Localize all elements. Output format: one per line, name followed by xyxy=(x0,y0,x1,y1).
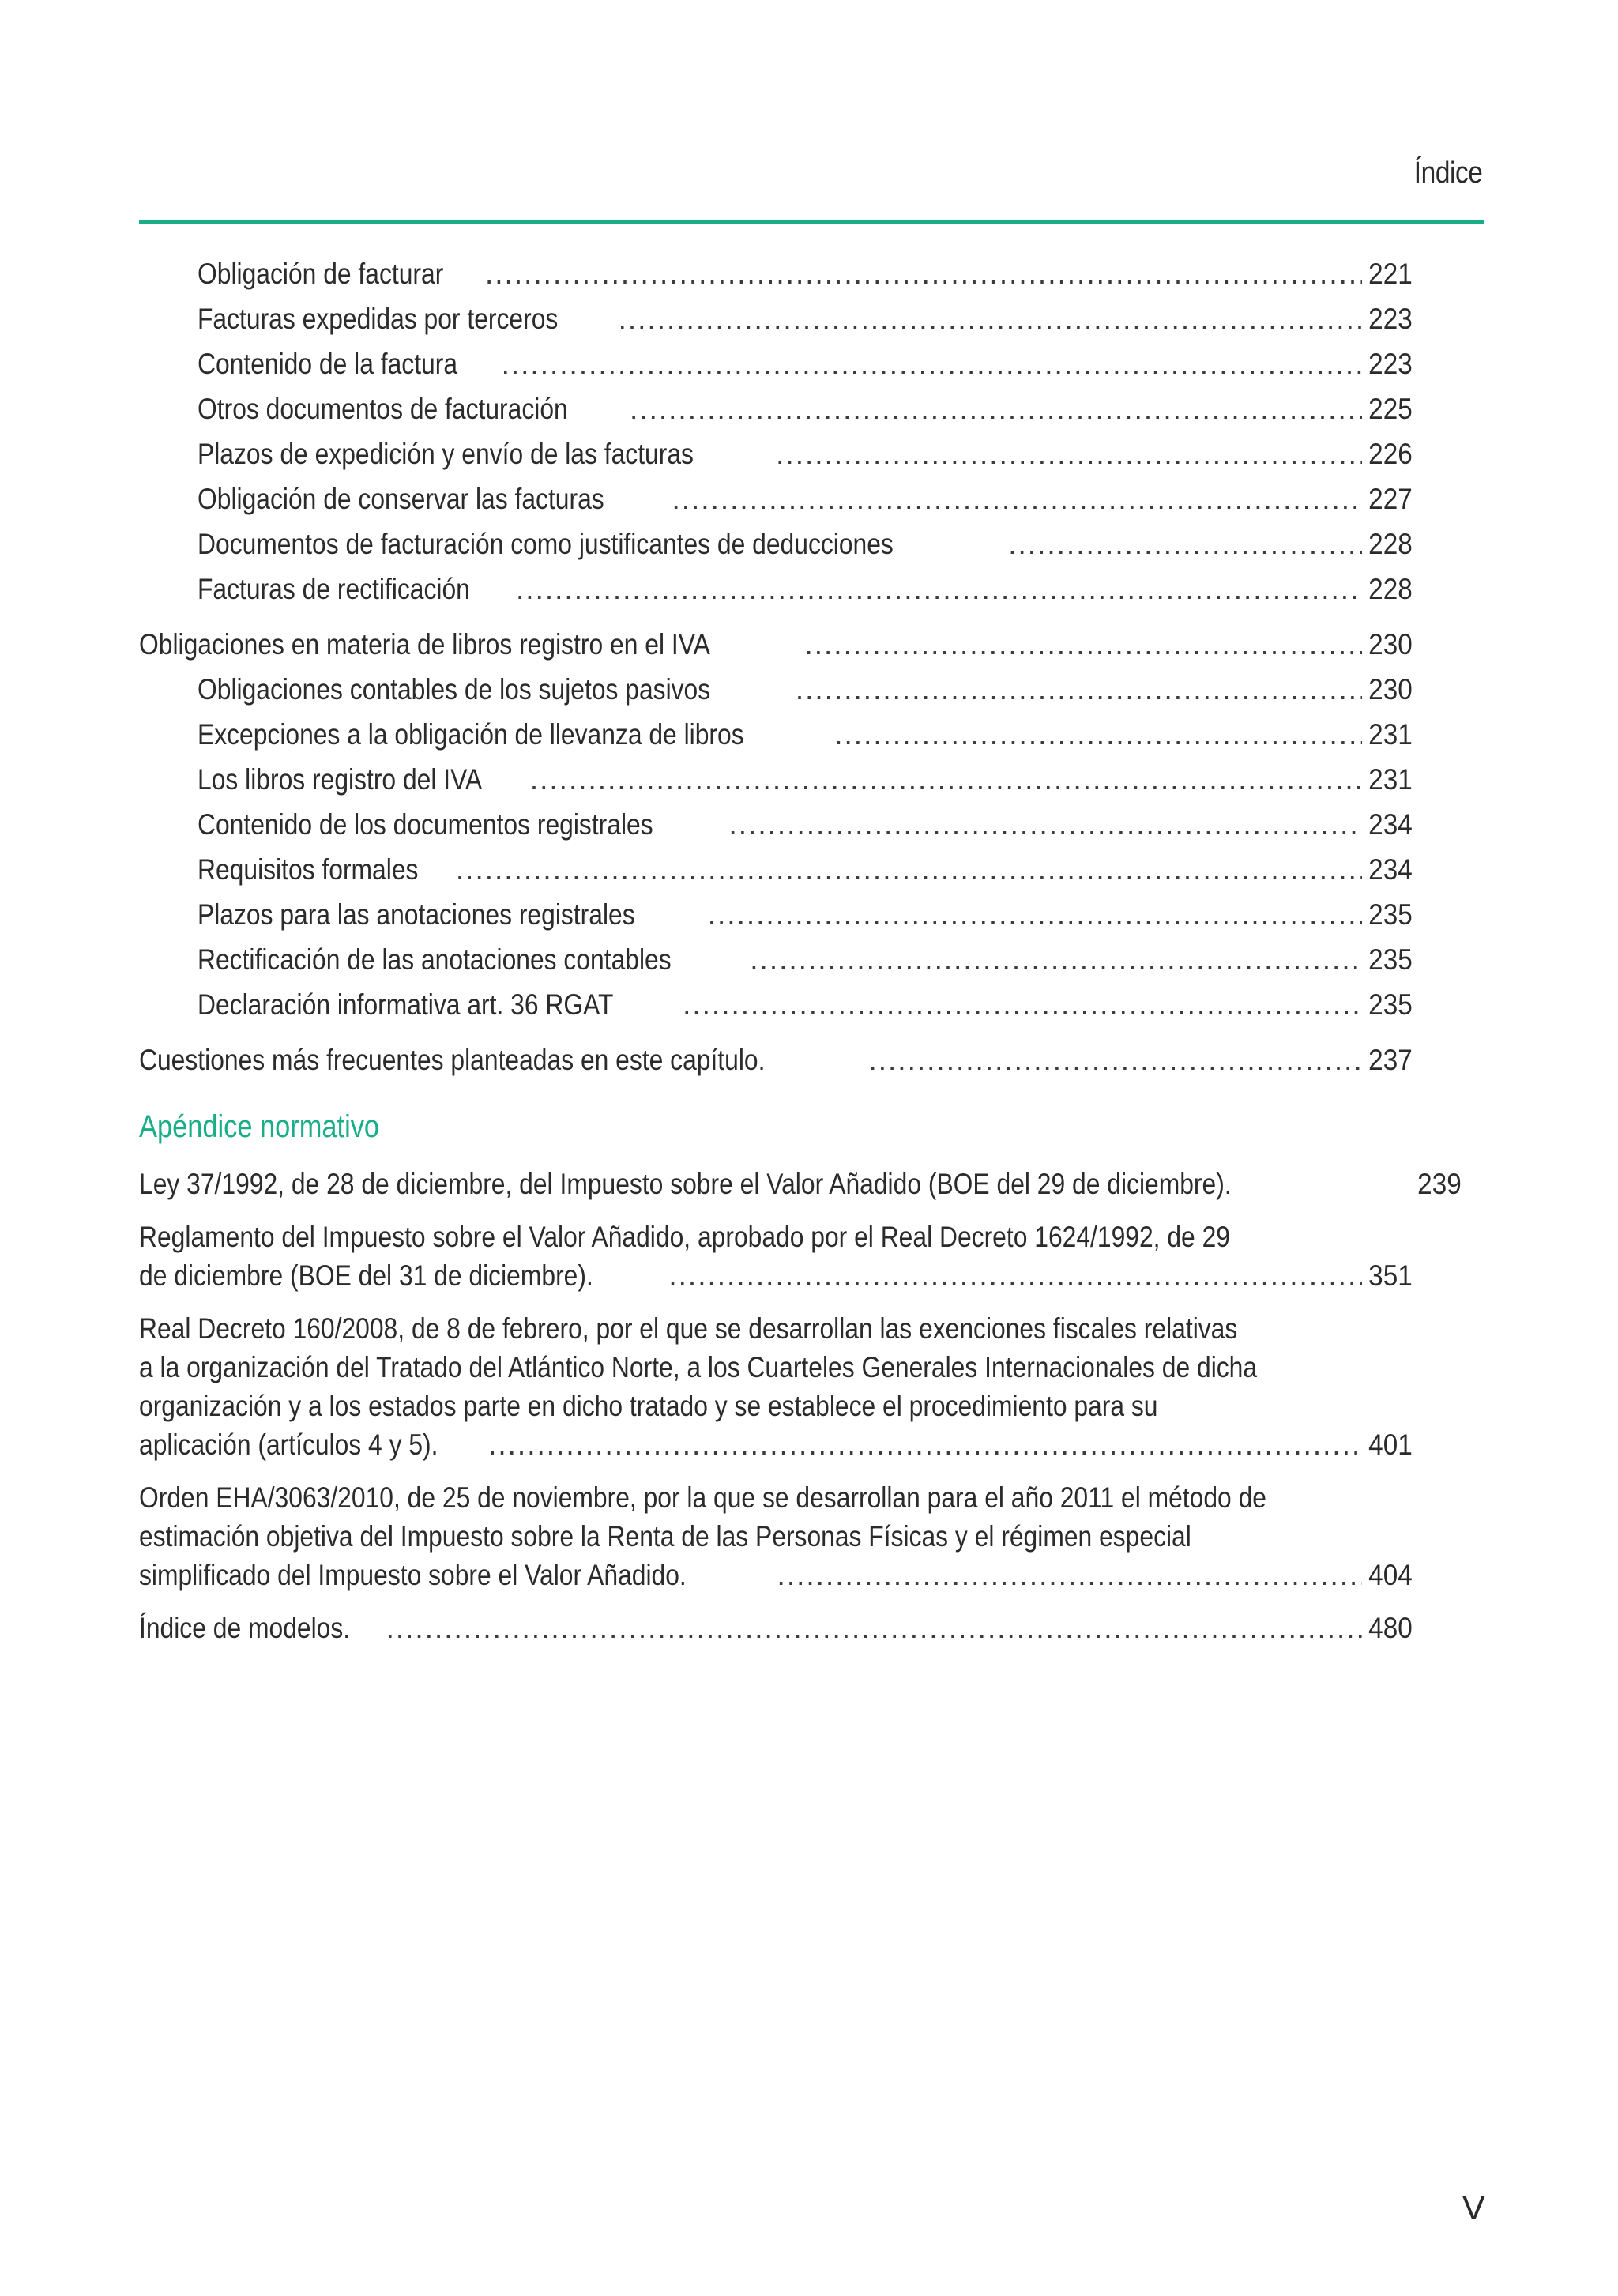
appendix-heading: Apéndice normativo xyxy=(139,1109,380,1144)
toc-entry-page: 234 xyxy=(1368,808,1413,841)
dot-leader xyxy=(834,712,1362,757)
toc-entry-label: Obligación de conservar las facturas xyxy=(198,483,604,515)
toc-entry-page: 235 xyxy=(1368,898,1413,931)
toc-entry-label: Obligaciones contables de los sujetos pasivos xyxy=(198,673,711,706)
dot-leader xyxy=(750,937,1362,982)
appendix-entry-line: a la organización del Tratado del Atlántico Norte, a los Cuarteles Generales Internacionales de dicha xyxy=(139,1351,1258,1383)
toc-entry-page: 227 xyxy=(1368,483,1413,515)
toc-entry[interactable] xyxy=(139,386,1413,431)
toc-entry-page: 235 xyxy=(1368,988,1413,1021)
toc-entry-page: 225 xyxy=(1368,393,1413,425)
toc-entry-label: Obligaciones en materia de libros registro en el IVA xyxy=(139,628,710,661)
toc-entry[interactable] xyxy=(139,937,1413,982)
toc-entry-page: 231 xyxy=(1368,763,1413,796)
toc-entry-page: 231 xyxy=(1368,718,1413,751)
toc-heading-libros-registro[interactable] xyxy=(139,622,1413,667)
toc-entry-page: 239 xyxy=(1417,1168,1462,1200)
toc-entry-label: Contenido de la factura xyxy=(198,348,458,380)
toc-heading-cuestiones[interactable] xyxy=(139,1037,1413,1082)
toc-entry-label: Otros documentos de facturación xyxy=(198,393,568,425)
toc-entry-label: Declaración informativa art. 36 RGAT xyxy=(198,988,614,1021)
toc-entry-label: Cuestiones más frecuentes planteadas en este capítulo. xyxy=(139,1044,766,1076)
header-rule xyxy=(139,220,1484,224)
toc-entry-page: 228 xyxy=(1368,528,1413,560)
dot-leader xyxy=(729,802,1363,847)
toc-entry-page: 223 xyxy=(1368,303,1413,335)
toc-entry-label: Facturas expedidas por terceros xyxy=(198,303,559,335)
toc-entry[interactable] xyxy=(139,982,1413,1027)
toc-entry-label: Ley 37/1992, de 28 de diciembre, del Impuesto sobre el Valor Añadido (BOE del 29 de diciembre). xyxy=(139,1168,1232,1200)
dot-leader xyxy=(630,386,1362,431)
toc-entry-label: Excepciones a la obligación de llevanza de libros xyxy=(198,718,744,751)
dot-leader xyxy=(868,1037,1362,1082)
toc-entry[interactable] xyxy=(139,847,1413,892)
toc-entry-page: 230 xyxy=(1368,628,1413,661)
toc-entry[interactable] xyxy=(139,431,1413,476)
appendix-entries xyxy=(139,1165,1462,1647)
dot-leader xyxy=(530,757,1362,802)
toc-entry-label: Índice de modelos. xyxy=(139,1612,351,1644)
dot-leader xyxy=(683,982,1362,1027)
appendix-entry[interactable] xyxy=(139,1165,1462,1203)
running-header-title: Índice xyxy=(1413,156,1482,190)
appendix-entry-last-line xyxy=(139,1425,1413,1464)
toc-entry-page: 237 xyxy=(1368,1044,1413,1076)
toc-entry-label: Requisitos formales xyxy=(198,853,419,886)
dot-leader xyxy=(804,622,1362,667)
toc-entry-page: 351 xyxy=(1368,1259,1413,1292)
toc-entry-page: 223 xyxy=(1368,348,1413,380)
toc-entry-label: Facturas de rectificación xyxy=(198,573,470,605)
appendix-entry-last-line xyxy=(139,1609,1413,1647)
dot-leader xyxy=(502,341,1363,386)
toc-entry-page: 401 xyxy=(1368,1428,1413,1461)
toc-entry-page: 480 xyxy=(1368,1612,1413,1644)
toc-entry[interactable] xyxy=(139,667,1413,712)
toc-entry-page: 404 xyxy=(1368,1559,1413,1591)
toc-entry-page: 235 xyxy=(1368,943,1413,976)
toc-entry[interactable] xyxy=(139,892,1413,937)
toc-entry-label: Plazos para las anotaciones registrales xyxy=(198,898,635,931)
appendix-entry-line: Reglamento del Impuesto sobre el Valor Añadido, aprobado por el Real Decreto 1624/1992, de 29 xyxy=(139,1221,1230,1253)
dot-leader xyxy=(485,251,1362,296)
appendix-entry-line: Orden EHA/3063/2010, de 25 de noviembre, por la que se desarrollan para el año 2011 el método de xyxy=(139,1481,1266,1514)
appendix-entry-last-line xyxy=(139,1165,1462,1203)
toc-entry[interactable] xyxy=(139,566,1413,612)
appendix-entry-last-line xyxy=(139,1256,1413,1295)
page-number: V xyxy=(1462,2189,1485,2227)
toc-entry-label: Plazos de expedición y envío de las facturas xyxy=(198,438,694,470)
dot-leader xyxy=(672,476,1362,521)
dot-leader xyxy=(386,1609,1363,1647)
dot-leader xyxy=(456,847,1362,892)
appendix-entry[interactable] xyxy=(139,1309,1413,1464)
dot-leader xyxy=(796,667,1362,712)
toc-entry-label: Documentos de facturación como justificantes de deducciones xyxy=(198,528,894,560)
toc-entry-label: de diciembre (BOE del 31 de diciembre). xyxy=(139,1259,593,1292)
appendix-entry-last-line xyxy=(139,1556,1413,1594)
dot-leader xyxy=(708,892,1363,937)
toc-entry-label: Obligación de facturar xyxy=(198,258,444,290)
dot-leader xyxy=(619,296,1363,341)
dot-leader xyxy=(777,1556,1363,1594)
dot-leader xyxy=(488,1425,1362,1464)
toc-group-libros xyxy=(139,667,1413,1027)
appendix-entry-line: estimación objetiva del Impuesto sobre la Renta de las Personas Físicas y el régimen especial xyxy=(139,1520,1191,1553)
toc-entry[interactable] xyxy=(139,296,1413,341)
toc-entry-label: Los libros registro del IVA xyxy=(198,763,483,796)
toc-entry[interactable] xyxy=(139,757,1413,802)
toc-entry-page: 230 xyxy=(1368,673,1413,706)
toc-entry-page: 221 xyxy=(1368,258,1413,290)
toc-entry[interactable] xyxy=(139,802,1413,847)
dot-leader xyxy=(516,566,1362,612)
toc-entry[interactable] xyxy=(139,476,1413,521)
dot-leader xyxy=(1008,521,1362,566)
toc-entry-label: Rectificación de las anotaciones contables xyxy=(198,943,672,976)
appendix-entry-line: organización y a los estados parte en dicho tratado y se establece el procedimiento para su xyxy=(139,1390,1158,1422)
toc-entry[interactable] xyxy=(139,712,1413,757)
toc-entry[interactable] xyxy=(139,251,1413,296)
toc-entry[interactable] xyxy=(139,521,1413,566)
table-of-contents xyxy=(139,251,1462,1647)
appendix-entry[interactable] xyxy=(139,1218,1413,1295)
appendix-entry-line: Real Decreto 160/2008, de 8 de febrero, por el que se desarrollan las exenciones fiscales relativas xyxy=(139,1312,1238,1345)
toc-entry[interactable] xyxy=(139,341,1413,386)
toc-entry-label: Contenido de los documentos registrales xyxy=(198,808,653,841)
dot-leader xyxy=(776,431,1362,476)
toc-entry-page: 228 xyxy=(1368,573,1413,605)
appendix-entry[interactable] xyxy=(139,1478,1413,1594)
toc-entry-page: 234 xyxy=(1368,853,1413,886)
toc-entry-page: 226 xyxy=(1368,438,1413,470)
toc-entry-label: aplicación (artículos 4 y 5). xyxy=(139,1428,438,1461)
toc-group-facturacion xyxy=(139,251,1413,612)
dot-leader xyxy=(668,1256,1362,1295)
appendix-entry[interactable] xyxy=(139,1609,1413,1647)
toc-entry-label: simplificado del Impuesto sobre el Valor Añadido. xyxy=(139,1559,687,1591)
